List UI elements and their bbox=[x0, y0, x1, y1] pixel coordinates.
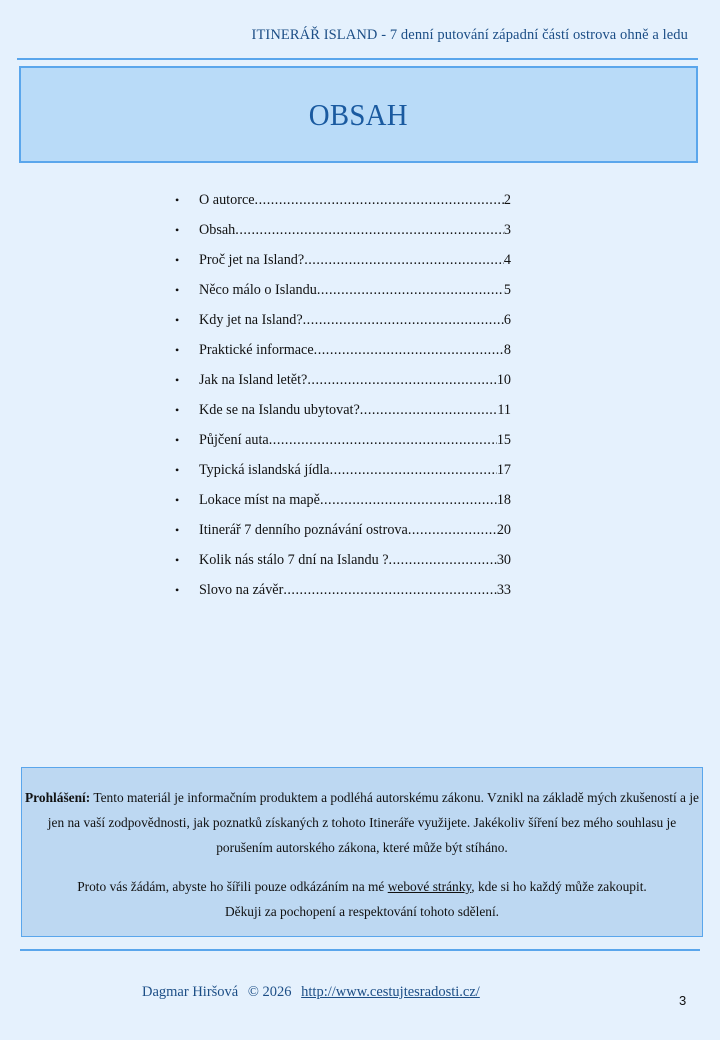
bullet-icon: • bbox=[175, 493, 180, 507]
toc-leader-dots bbox=[360, 396, 498, 424]
toc-item-label: Kdy jet na Island? bbox=[199, 312, 303, 328]
toc-leader-dots bbox=[303, 306, 504, 334]
toc-item-label: Obsah bbox=[199, 222, 236, 238]
toc-link[interactable] bbox=[199, 486, 511, 514]
toc-item-label: Kde se na Islandu ubytovat? bbox=[199, 402, 360, 418]
toc-item-label: Lokace míst na mapě bbox=[199, 492, 320, 508]
toc-link[interactable] bbox=[199, 216, 511, 244]
page-number: 3 bbox=[679, 993, 687, 1008]
toc-item-page: 4 bbox=[503, 252, 511, 268]
toc-leader-dots bbox=[235, 216, 504, 244]
toc-item-label: Praktické informace bbox=[199, 342, 314, 358]
toc-item bbox=[175, 576, 515, 606]
footer-divider bbox=[20, 949, 700, 951]
bullet-icon: • bbox=[175, 223, 180, 237]
bullet-icon: • bbox=[175, 463, 180, 477]
footer-url-link[interactable]: http://www.cestujtesradosti.cz/ bbox=[301, 984, 480, 1000]
toc-item-page: 18 bbox=[496, 492, 511, 508]
toc-item bbox=[175, 486, 515, 516]
toc-link[interactable] bbox=[199, 456, 511, 484]
toc-item-page: 15 bbox=[496, 432, 511, 448]
toc-link[interactable] bbox=[199, 576, 511, 604]
toc-leader-dots bbox=[269, 426, 497, 454]
toc-link[interactable] bbox=[199, 276, 511, 304]
running-header: ITINERÁŘ ISLAND - 7 denní putování západní částí ostrova ohně a ledu bbox=[251, 27, 688, 43]
toc-item bbox=[175, 546, 515, 576]
toc-item-label: Proč jet na Island? bbox=[199, 252, 305, 268]
toc-link[interactable] bbox=[199, 336, 511, 364]
toc-item-label: Slovo na závěr bbox=[199, 582, 284, 598]
disclaimer-heading: Prohlášení: bbox=[25, 790, 91, 805]
bullet-icon: • bbox=[175, 313, 180, 327]
bullet-icon: • bbox=[175, 583, 180, 597]
toc-leader-dots bbox=[307, 366, 496, 394]
disclaimer-text: Tento materiál je informačním produktem a podléhá autorskému zákonu. Vznikl na základě mých zkušeností a je jen na vaší zodpovědnosti, jak poznatků získaných z tohoto Itineráře využijete. Jakékoliv šíření bez mého souhlasu je porušením autorského zákona, které může být stíháno. bbox=[47, 790, 699, 855]
bullet-icon: • bbox=[175, 403, 180, 417]
toc-link[interactable] bbox=[199, 186, 511, 214]
toc-leader-dots bbox=[283, 576, 497, 604]
toc-link[interactable] bbox=[199, 246, 511, 274]
footer bbox=[142, 984, 480, 1001]
toc-leader-dots bbox=[330, 456, 497, 484]
section-title-box bbox=[19, 66, 698, 163]
toc-item-page: 33 bbox=[496, 582, 511, 598]
toc-link[interactable] bbox=[199, 306, 511, 334]
toc-item-page: 3 bbox=[503, 222, 511, 238]
toc-item-label: O autorce bbox=[199, 192, 255, 208]
toc-leader-dots bbox=[389, 546, 497, 574]
toc-item-page: 5 bbox=[503, 282, 511, 298]
disclaimer-box bbox=[21, 767, 703, 937]
toc-item-page: 20 bbox=[496, 522, 511, 538]
bullet-icon: • bbox=[175, 253, 180, 267]
toc-item-page: 2 bbox=[503, 192, 511, 208]
bullet-icon: • bbox=[175, 373, 180, 387]
disclaimer-request-text-end: , kde si ho každý může zakoupit. bbox=[471, 879, 647, 894]
toc-link[interactable] bbox=[199, 546, 511, 574]
toc-item-page: 11 bbox=[497, 402, 511, 418]
toc-item-page: 17 bbox=[496, 462, 511, 478]
toc-item bbox=[175, 456, 515, 486]
section-title: OBSAH bbox=[308, 96, 409, 132]
toc-leader-dots bbox=[304, 246, 504, 274]
toc-item bbox=[175, 366, 515, 396]
disclaimer-request-text: Proto vás žádám, abyste ho šířili pouze odkázáním na mé bbox=[77, 879, 388, 894]
footer-author: Dagmar Hiršová bbox=[142, 984, 239, 1000]
toc-item-page: 10 bbox=[496, 372, 511, 388]
header-divider bbox=[17, 58, 698, 60]
toc-item bbox=[175, 246, 515, 276]
toc-leader-dots bbox=[314, 336, 504, 364]
toc-item-label: Jak na Island letět? bbox=[199, 372, 308, 388]
table-of-contents bbox=[175, 186, 515, 606]
disclaimer-paragraph-1 bbox=[22, 785, 702, 860]
toc-leader-dots bbox=[255, 186, 504, 214]
toc-item-label: Něco málo o Islandu bbox=[199, 282, 317, 298]
toc-item-page: 30 bbox=[496, 552, 511, 568]
toc-link[interactable] bbox=[199, 366, 511, 394]
toc-item-label: Půjčení auta bbox=[199, 432, 269, 448]
toc-item-label: Itinerář 7 denního poznávání ostrova bbox=[199, 522, 408, 538]
website-link[interactable]: webové stránky bbox=[387, 879, 472, 894]
thanks-text: Děkuji za pochopení a respektování tohoto sdělení. bbox=[224, 904, 500, 919]
toc-item bbox=[175, 306, 515, 336]
bullet-icon: • bbox=[175, 433, 180, 447]
toc-leader-dots bbox=[320, 486, 497, 514]
bullet-icon: • bbox=[175, 553, 180, 567]
toc-item bbox=[175, 216, 515, 246]
bullet-icon: • bbox=[175, 523, 180, 537]
toc-item-page: 6 bbox=[503, 312, 511, 328]
toc-leader-dots bbox=[317, 276, 504, 304]
toc-item bbox=[175, 276, 515, 306]
toc-link[interactable] bbox=[199, 396, 511, 424]
toc-item bbox=[175, 336, 515, 366]
toc-link[interactable] bbox=[199, 516, 511, 544]
toc-item bbox=[175, 426, 515, 456]
toc-item-label: Typická islandská jídla bbox=[199, 462, 330, 478]
toc-item bbox=[175, 396, 515, 426]
toc-item-label: Kolik nás stálo 7 dní na Islandu ? bbox=[199, 552, 389, 568]
toc-item bbox=[175, 186, 515, 216]
disclaimer-paragraph-2 bbox=[22, 874, 702, 924]
footer-copyright: © 2026 bbox=[247, 984, 292, 1000]
toc-leader-dots bbox=[408, 516, 497, 544]
toc-link[interactable] bbox=[199, 426, 511, 454]
toc-item bbox=[175, 516, 515, 546]
bullet-icon: • bbox=[175, 193, 180, 207]
toc-item-page: 8 bbox=[503, 342, 511, 358]
bullet-icon: • bbox=[175, 343, 180, 357]
bullet-icon: • bbox=[175, 283, 180, 297]
